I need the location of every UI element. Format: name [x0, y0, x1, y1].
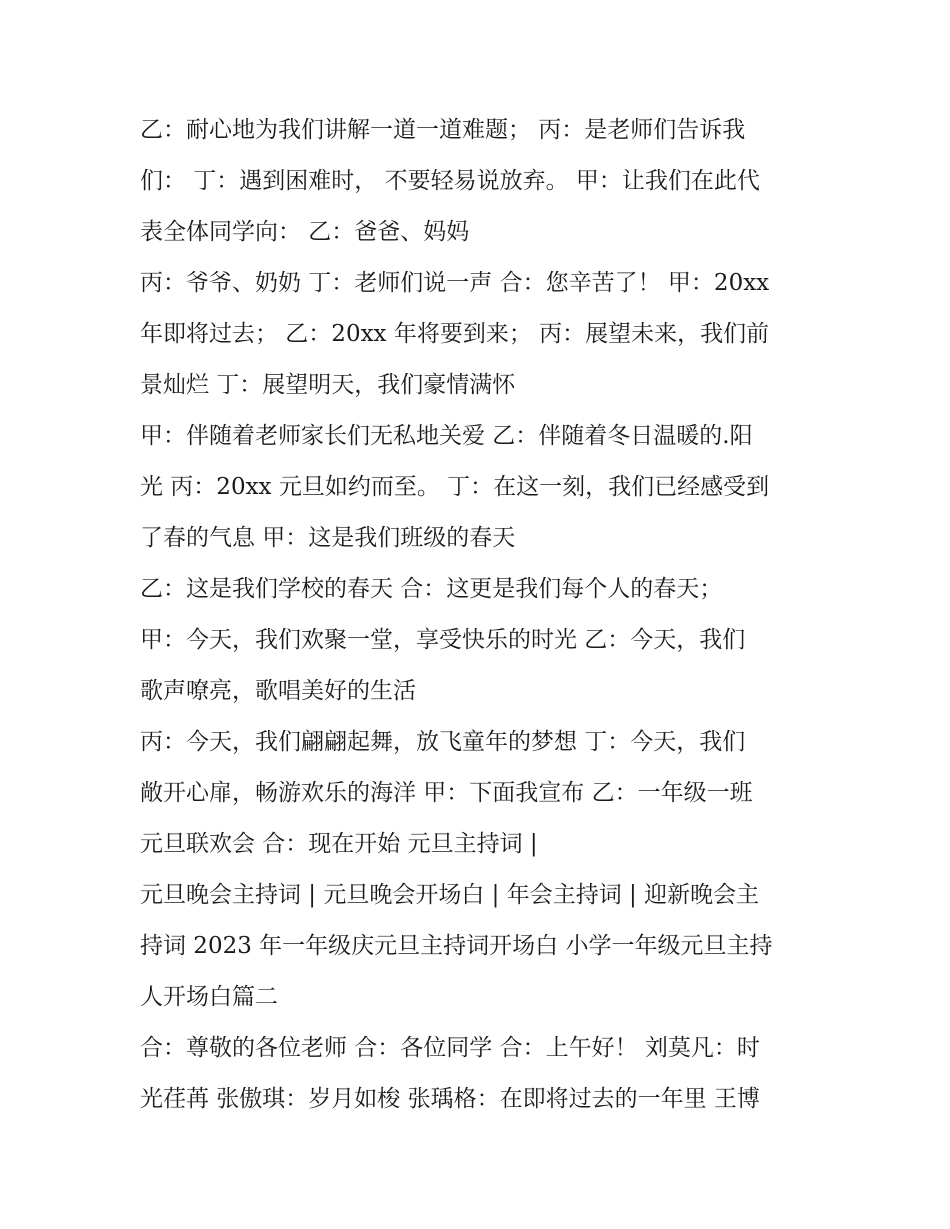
text-line: 元旦晚会主持词 | 元旦晚会开场白 | 年会主持词 | 迎新晚会主 [140, 882, 760, 908]
text-line: 甲：伴随着老师家长们无私地关爱 乙：伴随着冬日温暖的.阳 [140, 423, 753, 449]
text-line: 合：尊敬的各位老师 合：各位同学 合：上午好！ 刘莫凡：时 [140, 1035, 760, 1061]
text-line: 乙：这是我们学校的春天 合：这更是我们每个人的春天； [140, 576, 723, 602]
text-line: 光荏苒 张傲琪：岁月如梭 张瑀格：在即将过去的一年里 王博 [140, 1086, 760, 1112]
text-line: 丙：今天，我们翩翩起舞，放飞童年的梦想 丁：今天，我们 [140, 729, 746, 755]
text-line: 元旦联欢会 合：现在开始 元旦主持词 | [140, 831, 538, 857]
text-line: 人开场白篇二 [140, 984, 278, 1010]
text-line: 歌声嘹亮，歌唱美好的生活 [140, 678, 416, 704]
text-line: 光 丙：20xx 元旦如约而至。 丁：在这一刻，我们已经感受到 [140, 474, 770, 500]
text-line: 景灿烂 丁：展望明天，我们豪情满怀 [140, 372, 516, 398]
text-line: 甲：今天，我们欢聚一堂，享受快乐的时光 乙：今天，我们 [140, 627, 746, 653]
text-line: 表全体同学向： 乙：爸爸、妈妈 [140, 219, 470, 245]
document-body [140, 105, 820, 1125]
text-line: 乙：耐心地为我们讲解一道一道难题； 丙：是老师们告诉我 [140, 117, 746, 143]
text-line: 丙：爷爷、奶奶 丁：老师们说一声 合：您辛苦了！ 甲：20xx [140, 270, 770, 296]
text-line: 敞开心扉，畅游欢乐的海洋 甲：下面我宣布 乙：一年级一班 [140, 780, 753, 806]
text-line: 年即将过去； 乙：20xx 年将要到来； 丙：展望未来，我们前 [140, 321, 770, 347]
text-line: 持词 2023 年一年级庆元旦主持词开场白 小学一年级元旦主持 [140, 933, 773, 959]
text-line: 了春的气息 甲：这是我们班级的春天 [140, 525, 516, 551]
text-line: 们： 丁：遇到困难时， 不要轻易说放弃。 甲：让我们在此代 [140, 168, 760, 194]
